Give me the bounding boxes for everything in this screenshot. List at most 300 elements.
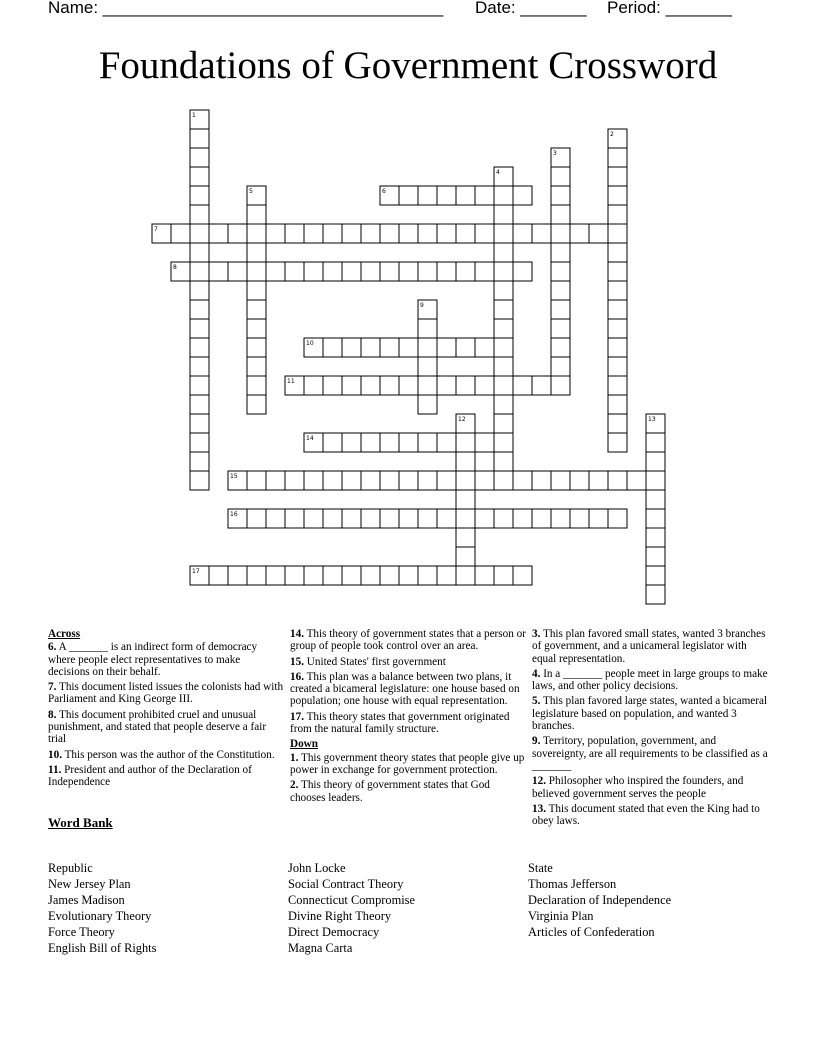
crossword-cell[interactable] — [608, 205, 627, 224]
crossword-cell[interactable] — [646, 509, 665, 528]
word-bank-item: James Madison — [48, 893, 125, 908]
crossword-cell[interactable] — [646, 528, 665, 547]
clue-number-label: 11 — [287, 378, 295, 385]
clue-text: This person was the author of the Constitution. — [64, 748, 275, 761]
crossword-cell[interactable] — [361, 262, 380, 281]
crossword-cell[interactable] — [494, 395, 513, 414]
word-bank-item: John Locke — [288, 861, 346, 875]
crossword-cell[interactable] — [551, 243, 570, 262]
crossword-cell[interactable] — [551, 167, 570, 186]
crossword-cell[interactable] — [532, 509, 551, 528]
clue-number-label: 15 — [230, 473, 238, 480]
crossword-cell[interactable] — [551, 319, 570, 338]
clue-item — [290, 628, 526, 653]
crossword-cell[interactable] — [323, 471, 342, 490]
crossword-cell[interactable] — [608, 376, 627, 395]
crossword-cell[interactable] — [532, 224, 551, 243]
crossword-cell[interactable] — [247, 471, 266, 490]
crossword-cell[interactable] — [228, 224, 247, 243]
crossword-cell[interactable] — [456, 471, 475, 490]
crossword-cell[interactable] — [247, 395, 266, 414]
clue-number: 1. — [290, 751, 299, 764]
crossword-cell[interactable] — [209, 262, 228, 281]
crossword-cell[interactable] — [646, 547, 665, 566]
word-bank-column — [48, 860, 156, 957]
crossword-cell[interactable] — [608, 262, 627, 281]
crossword-cell[interactable] — [304, 471, 323, 490]
crossword-cell[interactable] — [494, 243, 513, 262]
crossword-cell[interactable] — [513, 566, 532, 585]
clue-number-label: 12 — [458, 416, 466, 423]
crossword-cell[interactable] — [361, 509, 380, 528]
crossword-cell[interactable] — [437, 566, 456, 585]
clue-number: 8. — [48, 708, 57, 721]
clue-number: 9. — [532, 735, 541, 748]
crossword-cell[interactable] — [247, 376, 266, 395]
crossword-cell[interactable] — [551, 224, 570, 243]
clue-number: 5. — [532, 695, 541, 708]
clue-text: United States' first government — [306, 655, 446, 668]
word-bank-item: Evolutionary Theory — [48, 909, 152, 924]
crossword-cell[interactable] — [247, 262, 266, 281]
crossword-cell[interactable] — [304, 566, 323, 585]
clue-number-label: 7 — [154, 226, 158, 233]
crossword-cell[interactable] — [285, 262, 304, 281]
crossword-cell[interactable] — [456, 433, 475, 452]
crossword-cell[interactable] — [399, 433, 418, 452]
clue-item — [290, 752, 526, 777]
crossword-cell[interactable] — [380, 376, 399, 395]
crossword-cell[interactable] — [475, 471, 494, 490]
crossword-cell[interactable] — [190, 281, 209, 300]
crossword-cell[interactable] — [342, 338, 361, 357]
crossword-cell[interactable] — [380, 509, 399, 528]
crossword-cell[interactable] — [361, 433, 380, 452]
clue-text: In a _______ people meet in large groups to make laws, and other policy decisions. — [532, 667, 768, 693]
crossword-cell[interactable] — [551, 376, 570, 395]
crossword-cell[interactable] — [399, 471, 418, 490]
clue-number: 15. — [290, 655, 304, 668]
crossword-cell[interactable] — [190, 452, 209, 471]
clue-number: 2. — [290, 779, 299, 792]
crossword-cell[interactable] — [494, 205, 513, 224]
crossword-cell[interactable] — [608, 300, 627, 319]
date-field[interactable]: Date: _______ — [475, 0, 587, 17]
clue-section-heading: Down — [290, 738, 318, 751]
crossword-cell[interactable] — [437, 376, 456, 395]
crossword-cell[interactable] — [570, 471, 589, 490]
crossword-cell[interactable] — [323, 566, 342, 585]
crossword-cell[interactable] — [361, 566, 380, 585]
clue-number: 10. — [48, 748, 62, 761]
crossword-cell[interactable] — [551, 357, 570, 376]
crossword-cell[interactable] — [475, 338, 494, 357]
crossword-cell[interactable] — [285, 566, 304, 585]
crossword-cell[interactable] — [551, 471, 570, 490]
crossword-cell[interactable] — [475, 224, 494, 243]
crossword-cell[interactable] — [418, 376, 437, 395]
crossword-cell[interactable] — [399, 224, 418, 243]
clue-number: 13. — [532, 802, 546, 815]
crossword-cell[interactable] — [551, 281, 570, 300]
crossword-cell[interactable] — [494, 186, 513, 205]
crossword-cell[interactable] — [266, 262, 285, 281]
crossword-cell[interactable] — [380, 224, 399, 243]
crossword-cell[interactable] — [608, 395, 627, 414]
crossword-cell[interactable] — [190, 205, 209, 224]
crossword-cell[interactable] — [190, 376, 209, 395]
clue-column — [48, 628, 284, 792]
crossword-cell[interactable] — [380, 262, 399, 281]
crossword-cell[interactable] — [399, 566, 418, 585]
crossword-cell[interactable] — [190, 300, 209, 319]
crossword-cell[interactable] — [513, 262, 532, 281]
crossword-cell[interactable] — [551, 262, 570, 281]
crossword-cell[interactable] — [646, 452, 665, 471]
clue-number: 14. — [290, 628, 304, 640]
crossword-cell[interactable] — [247, 357, 266, 376]
crossword-cell[interactable] — [475, 566, 494, 585]
crossword-cell[interactable] — [190, 414, 209, 433]
crossword-cell[interactable] — [228, 566, 247, 585]
clue-column — [290, 628, 526, 807]
crossword-cell[interactable] — [646, 585, 665, 604]
crossword-cell[interactable] — [247, 566, 266, 585]
crossword-cell[interactable] — [323, 433, 342, 452]
crossword-cell[interactable] — [456, 262, 475, 281]
crossword-cell[interactable] — [228, 262, 247, 281]
crossword-cell[interactable] — [342, 224, 361, 243]
crossword-cell[interactable] — [494, 281, 513, 300]
crossword-cell[interactable] — [513, 376, 532, 395]
crossword-cell[interactable] — [627, 471, 646, 490]
crossword-cell[interactable] — [361, 471, 380, 490]
clue-text: This plan favored large states, wanted a bicameral legislature based on population, and wanted 3 branches. — [532, 695, 768, 733]
crossword-cell[interactable] — [361, 376, 380, 395]
clue-number: 17. — [290, 710, 304, 723]
crossword-cell[interactable] — [608, 433, 627, 452]
clue-section-heading: Across — [48, 628, 81, 640]
crossword-cell[interactable] — [190, 243, 209, 262]
word-bank-item: State — [528, 861, 553, 875]
crossword-cell[interactable] — [608, 509, 627, 528]
crossword-cell[interactable] — [494, 338, 513, 357]
crossword-cell[interactable] — [456, 376, 475, 395]
crossword-cell[interactable] — [551, 300, 570, 319]
crossword-cell[interactable] — [342, 509, 361, 528]
crossword-cell[interactable] — [494, 357, 513, 376]
clue-number-label: 10 — [306, 340, 314, 347]
crossword-cell[interactable] — [247, 509, 266, 528]
crossword-cell[interactable] — [190, 129, 209, 148]
clue-text: Philosopher who inspired the founders, and believed government serves the people — [532, 775, 744, 800]
crossword-cell[interactable] — [589, 224, 608, 243]
clue-text: This plan favored small states, wanted 3 branches of government, and a unicameral legislator with equal representation. — [532, 628, 766, 665]
crossword-cell[interactable] — [513, 186, 532, 205]
clue-number-label: 2 — [610, 131, 614, 138]
word-bank-item: New Jersey Plan — [48, 877, 131, 892]
clue-item — [48, 641, 284, 678]
crossword-cell[interactable] — [342, 262, 361, 281]
crossword-cell[interactable] — [418, 471, 437, 490]
crossword-cell[interactable] — [361, 224, 380, 243]
crossword-cell[interactable] — [494, 471, 513, 490]
crossword-cell[interactable] — [475, 509, 494, 528]
crossword-cell[interactable] — [323, 376, 342, 395]
crossword-cell[interactable] — [190, 262, 209, 281]
clue-item — [532, 628, 768, 665]
crossword-cell[interactable] — [190, 167, 209, 186]
clue-item — [532, 695, 768, 732]
clue-number: 12. — [532, 775, 546, 788]
clue-number-label: 16 — [230, 511, 238, 518]
word-bank-item: Divine Right Theory — [288, 909, 392, 924]
crossword-cell[interactable] — [608, 243, 627, 262]
name-field[interactable]: Name: ____________________________________ — [48, 0, 444, 17]
crossword-cell[interactable] — [323, 224, 342, 243]
crossword-cell[interactable] — [285, 509, 304, 528]
crossword-cell[interactable] — [247, 300, 266, 319]
crossword-cell[interactable] — [171, 224, 190, 243]
crossword-cell[interactable] — [646, 471, 665, 490]
period-field[interactable]: Period: _______ — [607, 0, 732, 17]
crossword-cell[interactable] — [608, 167, 627, 186]
clue-number: 4. — [532, 667, 541, 680]
crossword-cell[interactable] — [418, 357, 437, 376]
crossword-cell[interactable] — [437, 338, 456, 357]
crossword-cell[interactable] — [418, 566, 437, 585]
crossword-cell[interactable] — [418, 509, 437, 528]
crossword-cell[interactable] — [551, 205, 570, 224]
crossword-cell[interactable] — [380, 566, 399, 585]
clue-number-label: 3 — [553, 150, 557, 157]
clue-item — [290, 711, 526, 736]
crossword-cell[interactable] — [494, 433, 513, 452]
crossword-cell[interactable] — [608, 281, 627, 300]
crossword-cell[interactable] — [247, 205, 266, 224]
crossword-cell[interactable] — [494, 414, 513, 433]
word-bank-column — [528, 860, 671, 940]
crossword-cell[interactable] — [494, 509, 513, 528]
clue-text: This theory states that government originated from the natural family structure. — [290, 710, 510, 736]
crossword-cell[interactable] — [475, 186, 494, 205]
crossword-cell[interactable] — [304, 262, 323, 281]
crossword-cell[interactable] — [608, 471, 627, 490]
crossword-cell[interactable] — [266, 224, 285, 243]
crossword-cell[interactable] — [608, 414, 627, 433]
crossword-cell[interactable] — [570, 509, 589, 528]
crossword-cell[interactable] — [456, 528, 475, 547]
crossword-cell[interactable] — [437, 509, 456, 528]
crossword-cell[interactable] — [399, 262, 418, 281]
crossword-cell[interactable] — [380, 433, 399, 452]
crossword-cell[interactable] — [608, 338, 627, 357]
crossword-cell[interactable] — [437, 471, 456, 490]
crossword-cell[interactable] — [494, 224, 513, 243]
crossword-cell[interactable] — [475, 433, 494, 452]
crossword-cell[interactable] — [608, 224, 627, 243]
clue-text: This government theory states that people give up power in exchange for government protection. — [290, 751, 525, 776]
clue-item — [532, 775, 768, 800]
page-title: Foundations of Government Crossword — [98, 44, 718, 87]
clue-text: A _______ is an indirect form of democracy where people elect representatives to make decisions on their behalf. — [48, 641, 258, 678]
crossword-cell[interactable] — [304, 376, 323, 395]
crossword-cell[interactable] — [570, 224, 589, 243]
crossword-cell[interactable] — [494, 262, 513, 281]
word-bank-item: Force Theory — [48, 925, 115, 940]
crossword-cell[interactable] — [551, 186, 570, 205]
crossword-cell[interactable] — [456, 224, 475, 243]
clue-number-label: 14 — [306, 435, 314, 442]
clue-number: 11. — [48, 763, 62, 776]
crossword-cell[interactable] — [456, 338, 475, 357]
crossword-cell[interactable] — [475, 262, 494, 281]
crossword-cell[interactable] — [532, 471, 551, 490]
crossword-cell[interactable] — [209, 566, 228, 585]
crossword-cell[interactable] — [456, 547, 475, 566]
clue-text: President and author of the Declaration of Independence — [48, 763, 252, 789]
clue-item — [48, 764, 284, 789]
crossword-cell[interactable] — [494, 452, 513, 471]
word-bank-item: Magna Carta — [288, 941, 353, 956]
crossword-cell[interactable] — [456, 452, 475, 471]
clue-number-label: 6 — [382, 188, 386, 195]
crossword-cell[interactable] — [437, 224, 456, 243]
clue-text: This document stated that even the King had to obey laws. — [532, 802, 760, 828]
crossword-cell[interactable] — [304, 224, 323, 243]
clue-item — [532, 735, 768, 772]
crossword-cell[interactable] — [323, 509, 342, 528]
crossword-cell[interactable] — [437, 262, 456, 281]
crossword-cell[interactable] — [209, 224, 228, 243]
crossword-cell[interactable] — [456, 509, 475, 528]
crossword-cell[interactable] — [418, 433, 437, 452]
crossword-cell[interactable] — [399, 376, 418, 395]
crossword-cell[interactable] — [399, 509, 418, 528]
crossword-cell[interactable] — [342, 376, 361, 395]
crossword-cell[interactable] — [399, 338, 418, 357]
crossword-cell[interactable] — [190, 186, 209, 205]
crossword-cell[interactable] — [380, 471, 399, 490]
crossword-cell[interactable] — [247, 224, 266, 243]
crossword-cell[interactable] — [513, 471, 532, 490]
crossword-cell[interactable] — [304, 509, 323, 528]
crossword-cell[interactable] — [190, 338, 209, 357]
crossword-cell[interactable] — [247, 319, 266, 338]
crossword-cell[interactable] — [190, 319, 209, 338]
clue-number: 6. — [48, 641, 57, 654]
clue-number: 16. — [290, 670, 304, 683]
crossword-cell[interactable] — [646, 566, 665, 585]
crossword-cell[interactable] — [437, 186, 456, 205]
clue-text: Territory, population, government, and sovereignty, are all requirements to be classified as a _______ — [532, 735, 768, 772]
crossword-cell[interactable] — [532, 376, 551, 395]
clue-number-label: 13 — [648, 416, 656, 423]
crossword-cell[interactable] — [342, 471, 361, 490]
crossword-cell[interactable] — [494, 566, 513, 585]
crossword-cell[interactable] — [323, 262, 342, 281]
crossword-cell[interactable] — [456, 490, 475, 509]
word-bank-item: Direct Democracy — [288, 925, 380, 940]
word-bank-title: Word Bank — [48, 815, 113, 830]
crossword-cell[interactable] — [589, 509, 608, 528]
crossword-cell[interactable] — [190, 148, 209, 167]
crossword-cell[interactable] — [190, 433, 209, 452]
crossword-cell[interactable] — [608, 319, 627, 338]
crossword-cell[interactable] — [608, 186, 627, 205]
clue-number-label: 5 — [249, 188, 253, 195]
crossword-cell[interactable] — [551, 338, 570, 357]
crossword-cell[interactable] — [646, 490, 665, 509]
crossword-cell[interactable] — [418, 224, 437, 243]
clue-column — [532, 628, 768, 830]
clue-number-label: 8 — [173, 264, 177, 271]
crossword-cell[interactable] — [589, 471, 608, 490]
crossword-cell[interactable] — [266, 471, 285, 490]
crossword-cell[interactable] — [608, 148, 627, 167]
crossword-cell[interactable] — [475, 376, 494, 395]
crossword-cell[interactable] — [418, 338, 437, 357]
crossword-cell[interactable] — [513, 509, 532, 528]
crossword-cell[interactable] — [190, 395, 209, 414]
crossword-cell[interactable] — [418, 186, 437, 205]
clue-text: This theory of government states that a person or group of people took control over an area. — [290, 628, 526, 653]
crossword-cell[interactable] — [361, 338, 380, 357]
clue-item — [532, 803, 768, 828]
word-bank-item: Thomas Jefferson — [528, 877, 617, 892]
crossword-cell[interactable] — [456, 186, 475, 205]
crossword-cell[interactable] — [247, 338, 266, 357]
crossword-cell[interactable] — [437, 433, 456, 452]
crossword-cell[interactable] — [285, 471, 304, 490]
clue-text: This plan was a balance between two plans, it created a bicameral legislature: one house based on population; one house with equal representation. — [290, 670, 520, 708]
crossword-cell[interactable] — [608, 357, 627, 376]
crossword-cell[interactable] — [323, 338, 342, 357]
clue-item — [290, 671, 526, 708]
crossword-cell[interactable] — [494, 300, 513, 319]
crossword-cell[interactable] — [247, 243, 266, 262]
crossword-cell[interactable] — [399, 186, 418, 205]
crossword-cell[interactable] — [456, 566, 475, 585]
crossword-cell[interactable] — [342, 566, 361, 585]
crossword-cell[interactable] — [190, 357, 209, 376]
crossword-cell[interactable] — [190, 471, 209, 490]
crossword-cell[interactable] — [247, 281, 266, 300]
crossword-cell[interactable] — [190, 224, 209, 243]
crossword-cell[interactable] — [266, 509, 285, 528]
crossword-cell[interactable] — [646, 433, 665, 452]
crossword-cell[interactable] — [266, 566, 285, 585]
crossword-cell[interactable] — [494, 376, 513, 395]
word-bank-item: Republic — [48, 861, 93, 875]
clue-item — [290, 779, 526, 804]
clue-number: 7. — [48, 681, 57, 694]
crossword-cell[interactable] — [418, 395, 437, 414]
crossword-cell[interactable] — [380, 338, 399, 357]
crossword-cell[interactable] — [418, 319, 437, 338]
clue-item — [48, 709, 284, 746]
crossword-cell[interactable] — [418, 262, 437, 281]
word-bank-item: Social Contract Theory — [288, 877, 404, 892]
crossword-cell[interactable] — [513, 224, 532, 243]
word-bank-column — [288, 860, 415, 957]
clue-number-label: 4 — [496, 169, 500, 176]
crossword-cell[interactable] — [285, 224, 304, 243]
crossword-cell[interactable] — [494, 319, 513, 338]
crossword-cell[interactable] — [342, 433, 361, 452]
clue-number: 3. — [532, 628, 541, 640]
crossword-cell[interactable] — [551, 509, 570, 528]
